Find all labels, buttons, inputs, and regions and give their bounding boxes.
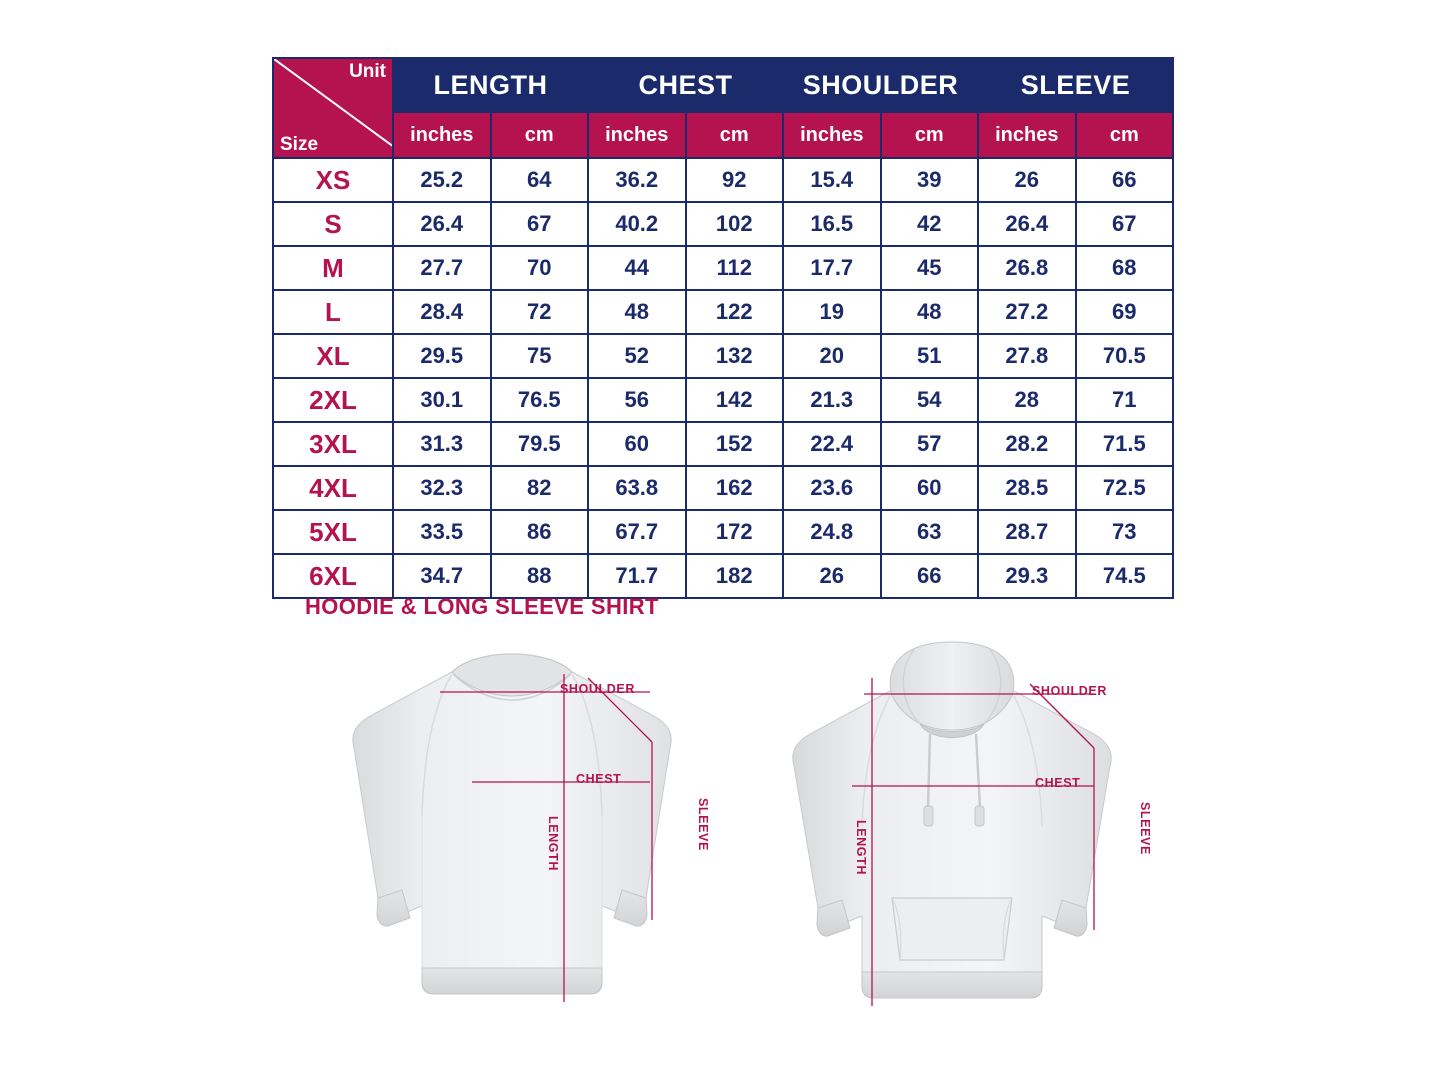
- cell-length-cm: 70: [491, 246, 589, 290]
- cell-sleeve-cm: 71: [1076, 378, 1174, 422]
- cell-sleeve-inches: 28.2: [978, 422, 1076, 466]
- cell-chest-inches: 48: [588, 290, 686, 334]
- table-row: [273, 554, 1173, 598]
- column-group-sleeve: SLEEVE: [978, 58, 1173, 112]
- unit-header-chest-cm: cm: [686, 112, 784, 158]
- cell-length-inches: 32.3: [393, 466, 491, 510]
- cell-length-cm: 75: [491, 334, 589, 378]
- cell-shoulder-inches: 21.3: [783, 378, 881, 422]
- cell-length-cm: 76.5: [491, 378, 589, 422]
- cell-length-cm: 67: [491, 202, 589, 246]
- table-row: [273, 422, 1173, 466]
- cell-chest-inches: 67.7: [588, 510, 686, 554]
- table-row: [273, 202, 1173, 246]
- table-header-groups: [273, 58, 1173, 112]
- cell-length-cm: 88: [491, 554, 589, 598]
- column-group-shoulder: SHOULDER: [783, 58, 978, 112]
- size-chart-table: [272, 57, 1174, 599]
- cell-sleeve-inches: 26.4: [978, 202, 1076, 246]
- cell-length-inches: 25.2: [393, 158, 491, 202]
- unit-header-sleeve-inches: inches: [978, 112, 1076, 158]
- cell-chest-cm: 152: [686, 422, 784, 466]
- cell-shoulder-cm: 63: [881, 510, 979, 554]
- table-header-units: [273, 112, 1173, 158]
- table-row: [273, 378, 1173, 422]
- cell-shoulder-cm: 54: [881, 378, 979, 422]
- cell-length-cm: 82: [491, 466, 589, 510]
- cell-sleeve-inches: 26.8: [978, 246, 1076, 290]
- cell-sleeve-inches: 28.7: [978, 510, 1076, 554]
- table-row: [273, 290, 1173, 334]
- row-size-label: XL: [273, 334, 393, 378]
- label-length: LENGTH: [546, 816, 560, 871]
- label-shoulder: SHOULDER: [1032, 684, 1107, 698]
- garment-type-caption: HOODIE & LONG SLEEVE SHIRT: [305, 594, 659, 619]
- cell-length-inches: 29.5: [393, 334, 491, 378]
- unit-header-shoulder-inches: inches: [783, 112, 881, 158]
- cell-chest-inches: 63.8: [588, 466, 686, 510]
- cell-length-inches: 30.1: [393, 378, 491, 422]
- table-row: [273, 510, 1173, 554]
- cell-shoulder-inches: 16.5: [783, 202, 881, 246]
- cell-sleeve-cm: 74.5: [1076, 554, 1174, 598]
- cell-sleeve-cm: 66: [1076, 158, 1174, 202]
- cell-sleeve-cm: 68: [1076, 246, 1174, 290]
- cell-chest-inches: 44: [588, 246, 686, 290]
- cell-chest-inches: 36.2: [588, 158, 686, 202]
- unit-header-length-cm: cm: [491, 112, 589, 158]
- sweatshirt-drawing: [302, 630, 722, 1050]
- sweatshirt-illustration: [302, 630, 722, 1050]
- cell-shoulder-inches: 26: [783, 554, 881, 598]
- cell-chest-inches: 71.7: [588, 554, 686, 598]
- cell-length-inches: 33.5: [393, 510, 491, 554]
- cell-chest-inches: 60: [588, 422, 686, 466]
- unit-header-shoulder-cm: cm: [881, 112, 979, 158]
- row-size-label: XS: [273, 158, 393, 202]
- cell-length-inches: 31.3: [393, 422, 491, 466]
- cell-chest-cm: 132: [686, 334, 784, 378]
- cell-sleeve-cm: 73: [1076, 510, 1174, 554]
- row-size-label: 5XL: [273, 510, 393, 554]
- row-size-label: L: [273, 290, 393, 334]
- row-size-label: 6XL: [273, 554, 393, 598]
- cell-chest-cm: 182: [686, 554, 784, 598]
- corner-size-label: Size: [280, 134, 319, 155]
- column-group-chest: CHEST: [588, 58, 783, 112]
- cell-sleeve-inches: 27.2: [978, 290, 1076, 334]
- cell-shoulder-cm: 57: [881, 422, 979, 466]
- cell-shoulder-inches: 15.4: [783, 158, 881, 202]
- cell-sleeve-inches: 28: [978, 378, 1076, 422]
- cell-shoulder-inches: 22.4: [783, 422, 881, 466]
- row-size-label: 3XL: [273, 422, 393, 466]
- cell-sleeve-cm: 72.5: [1076, 466, 1174, 510]
- cell-shoulder-cm: 45: [881, 246, 979, 290]
- cell-chest-inches: 52: [588, 334, 686, 378]
- cell-shoulder-cm: 39: [881, 158, 979, 202]
- cell-sleeve-inches: 26: [978, 158, 1076, 202]
- cell-sleeve-inches: 29.3: [978, 554, 1076, 598]
- unit-header-length-inches: inches: [393, 112, 491, 158]
- hoodie-illustration: [742, 630, 1162, 1050]
- cell-length-cm: 79.5: [491, 422, 589, 466]
- label-sleeve: SLEEVE: [696, 798, 710, 851]
- cell-chest-cm: 92: [686, 158, 784, 202]
- row-size-label: M: [273, 246, 393, 290]
- corner-unit-label: Unit: [349, 61, 386, 82]
- table-row: [273, 158, 1173, 202]
- cell-length-cm: 72: [491, 290, 589, 334]
- cell-shoulder-inches: 20: [783, 334, 881, 378]
- cell-chest-inches: 56: [588, 378, 686, 422]
- cell-shoulder-cm: 60: [881, 466, 979, 510]
- size-chart-table-wrapper: [272, 57, 1172, 599]
- cell-shoulder-inches: 23.6: [783, 466, 881, 510]
- row-size-label: S: [273, 202, 393, 246]
- cell-shoulder-inches: 17.7: [783, 246, 881, 290]
- label-sleeve: SLEEVE: [1138, 802, 1152, 855]
- cell-shoulder-cm: 66: [881, 554, 979, 598]
- cell-chest-cm: 172: [686, 510, 784, 554]
- corner-header-cell: [273, 58, 393, 158]
- cell-sleeve-cm: 67: [1076, 202, 1174, 246]
- cell-chest-cm: 142: [686, 378, 784, 422]
- label-shoulder: SHOULDER: [560, 682, 635, 696]
- cell-length-inches: 27.7: [393, 246, 491, 290]
- cell-length-inches: 28.4: [393, 290, 491, 334]
- label-chest: CHEST: [1035, 776, 1081, 790]
- cell-length-cm: 86: [491, 510, 589, 554]
- garment-illustrations: [272, 630, 1172, 1050]
- cell-sleeve-inches: 27.8: [978, 334, 1076, 378]
- cell-sleeve-inches: 28.5: [978, 466, 1076, 510]
- cell-length-inches: 34.7: [393, 554, 491, 598]
- cell-shoulder-inches: 24.8: [783, 510, 881, 554]
- cell-sleeve-cm: 71.5: [1076, 422, 1174, 466]
- label-chest: CHEST: [576, 772, 622, 786]
- cell-chest-cm: 122: [686, 290, 784, 334]
- cell-sleeve-cm: 69: [1076, 290, 1174, 334]
- unit-header-sleeve-cm: cm: [1076, 112, 1174, 158]
- cell-chest-cm: 112: [686, 246, 784, 290]
- label-length: LENGTH: [854, 820, 868, 875]
- cell-length-cm: 64: [491, 158, 589, 202]
- column-group-length: LENGTH: [393, 58, 588, 112]
- cell-shoulder-cm: 42: [881, 202, 979, 246]
- cell-length-inches: 26.4: [393, 202, 491, 246]
- row-size-label: 4XL: [273, 466, 393, 510]
- unit-header-chest-inches: inches: [588, 112, 686, 158]
- cell-shoulder-inches: 19: [783, 290, 881, 334]
- cell-chest-inches: 40.2: [588, 202, 686, 246]
- table-row: [273, 246, 1173, 290]
- row-size-label: 2XL: [273, 378, 393, 422]
- cell-shoulder-cm: 48: [881, 290, 979, 334]
- cell-sleeve-cm: 70.5: [1076, 334, 1174, 378]
- cell-chest-cm: 162: [686, 466, 784, 510]
- table-row: [273, 334, 1173, 378]
- table-row: [273, 466, 1173, 510]
- cell-shoulder-cm: 51: [881, 334, 979, 378]
- cell-chest-cm: 102: [686, 202, 784, 246]
